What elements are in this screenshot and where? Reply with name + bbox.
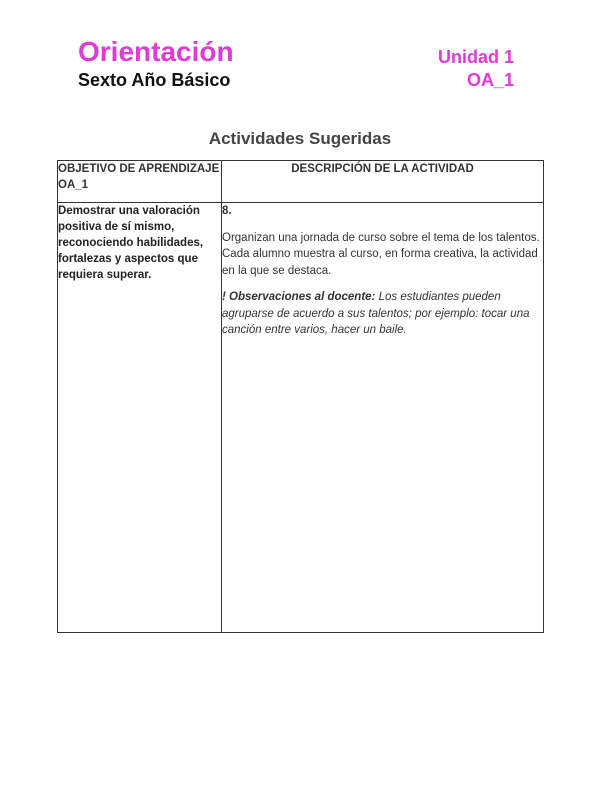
oa-label: OA_1	[466, 70, 514, 90]
subject-title: Orientación	[78, 36, 234, 67]
unit-label: Unidad 1	[437, 47, 514, 67]
observations-text: Los estudiantes pueden agruparse de acuerdo a sus talentos; por ejemplo: tocar una canción entre varios, hacer un baile.	[222, 291, 530, 336]
description-column-header: DESCRIPCIÓN DE LA ACTIVIDAD	[222, 161, 544, 203]
objective-column-header: OBJETIVO DE APRENDIZAJE OA_1	[58, 161, 222, 203]
grade-subtitle: Sexto Año Básico	[78, 70, 231, 90]
table-row	[58, 203, 544, 633]
teacher-observations	[222, 289, 543, 339]
description-cell	[222, 203, 544, 633]
activity-description: Organizan una jornada de curso sobre el tema de los talentos. Cada alumno muestra al curso, en forma creativa, la actividad en la que se destaca.	[222, 231, 540, 277]
activity-number: 8.	[222, 205, 232, 217]
activities-table	[57, 160, 544, 633]
objective-cell: Demostrar una valoración positiva de sí mismo, reconociendo habilidades, fortalezas y aspectos que requiera superar.	[58, 203, 222, 633]
table-header-row	[58, 161, 544, 203]
section-title: Actividades Sugeridas	[208, 129, 392, 148]
observations-label: ! Observaciones al docente:	[222, 291, 376, 303]
